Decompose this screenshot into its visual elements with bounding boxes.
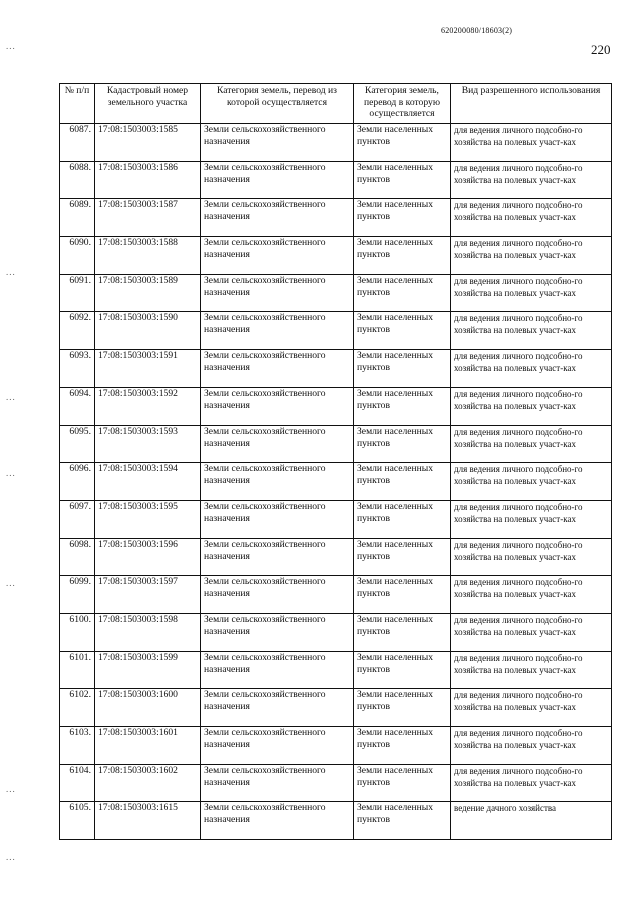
table-row: [60, 312, 612, 350]
land-category-from: Земли сельскохозяйственного назначения: [201, 350, 354, 388]
cadastral-number: 17:08:1503003:1590: [95, 312, 201, 350]
column-header-to-category: Категория земель, перевод в которую осуществляется: [354, 84, 451, 124]
margin-mark: ...: [6, 468, 16, 478]
land-category-from: Земли сельскохозяйственного назначения: [201, 727, 354, 765]
cadastral-number: 17:08:1503003:1592: [95, 387, 201, 425]
table-row: [60, 425, 612, 463]
permitted-use: для ведения личного подсобно-го хозяйства на полевых участ-ках: [451, 124, 612, 162]
cadastral-number: 17:08:1503003:1587: [95, 199, 201, 237]
cadastral-number: 17:08:1503003:1599: [95, 651, 201, 689]
land-category-to: Земли населенных пунктов: [354, 651, 451, 689]
doc-code: 620200080/18603(2): [441, 26, 513, 35]
land-category-from: Земли сельскохозяйственного назначения: [201, 764, 354, 802]
land-category-from: Земли сельскохозяйственного назначения: [201, 613, 354, 651]
cadastral-number: 17:08:1503003:1598: [95, 613, 201, 651]
permitted-use: для ведения личного подсобно-го хозяйства на полевых участ-ках: [451, 350, 612, 388]
row-number: 6091.: [60, 274, 95, 312]
land-category-to: Земли населенных пунктов: [354, 161, 451, 199]
land-category-from: Земли сельскохозяйственного назначения: [201, 651, 354, 689]
land-category-to: Земли населенных пунктов: [354, 124, 451, 162]
cadastral-number: 17:08:1503003:1588: [95, 237, 201, 275]
permitted-use: для ведения личного подсобно-го хозяйства на полевых участ-ках: [451, 237, 612, 275]
table-row: [60, 576, 612, 614]
cadastral-number: 17:08:1503003:1589: [95, 274, 201, 312]
land-category-from: Земли сельскохозяйственного назначения: [201, 124, 354, 162]
row-number: 6102.: [60, 689, 95, 727]
land-category-to: Земли населенных пунктов: [354, 312, 451, 350]
margin-mark: ...: [6, 267, 16, 277]
land-category-from: Земли сельскохозяйственного назначения: [201, 689, 354, 727]
table-row: [60, 161, 612, 199]
permitted-use: для ведения личного подсобно-го хозяйства на полевых участ-ках: [451, 312, 612, 350]
land-category-to: Земли населенных пунктов: [354, 538, 451, 576]
margin-mark: ...: [6, 578, 16, 588]
table-row: [60, 500, 612, 538]
column-header-from-category: Категория земель, перевод из которой осуществляется: [201, 84, 354, 124]
land-category-to: Земли населенных пунктов: [354, 425, 451, 463]
table-row: [60, 274, 612, 312]
land-category-to: Земли населенных пунктов: [354, 613, 451, 651]
land-category-from: Земли сельскохозяйственного назначения: [201, 199, 354, 237]
land-category-from: Земли сельскохозяйственного назначения: [201, 274, 354, 312]
table-row: [60, 350, 612, 388]
permitted-use: для ведения личного подсобно-го хозяйства на полевых участ-ках: [451, 576, 612, 614]
row-number: 6090.: [60, 237, 95, 275]
land-category-from: Земли сельскохозяйственного назначения: [201, 802, 354, 840]
cadastral-number: 17:08:1503003:1586: [95, 161, 201, 199]
permitted-use: для ведения личного подсобно-го хозяйства на полевых участ-ках: [451, 425, 612, 463]
permitted-use: для ведения личного подсобно-го хозяйства на полевых участ-ках: [451, 727, 612, 765]
permitted-use: для ведения личного подсобно-го хозяйства на полевых участ-ках: [451, 463, 612, 501]
margin-mark: ...: [6, 392, 16, 402]
land-category-to: Земли населенных пунктов: [354, 802, 451, 840]
cadastral-number: 17:08:1503003:1601: [95, 727, 201, 765]
land-category-from: Земли сельскохозяйственного назначения: [201, 576, 354, 614]
land-category-from: Земли сельскохозяйственного назначения: [201, 500, 354, 538]
permitted-use: для ведения личного подсобно-го хозяйства на полевых участ-ках: [451, 689, 612, 727]
column-header-cadastral: Кадастровый номер земельного участка: [95, 84, 201, 124]
table-row: [60, 463, 612, 501]
table-row: [60, 538, 612, 576]
land-register-table: [59, 83, 612, 840]
permitted-use: для ведения личного подсобно-го хозяйства на полевых участ-ках: [451, 764, 612, 802]
column-header-number: № п/п: [60, 84, 95, 124]
land-category-to: Земли населенных пунктов: [354, 199, 451, 237]
row-number: 6092.: [60, 312, 95, 350]
permitted-use: ведение дачного хозяйства: [451, 802, 612, 840]
table-row: [60, 613, 612, 651]
table-row: [60, 387, 612, 425]
table-header-row: [60, 84, 612, 124]
permitted-use: для ведения личного подсобно-го хозяйства на полевых участ-ках: [451, 199, 612, 237]
margin-mark: ...: [6, 41, 16, 51]
land-category-from: Земли сельскохозяйственного назначения: [201, 425, 354, 463]
land-category-from: Земли сельскохозяйственного назначения: [201, 161, 354, 199]
table-row: [60, 199, 612, 237]
land-category-from: Земли сельскохозяйственного назначения: [201, 237, 354, 275]
row-number: 6105.: [60, 802, 95, 840]
row-number: 6097.: [60, 500, 95, 538]
margin-mark: ...: [6, 784, 16, 794]
row-number: 6098.: [60, 538, 95, 576]
land-category-to: Земли населенных пунктов: [354, 463, 451, 501]
cadastral-number: 17:08:1503003:1591: [95, 350, 201, 388]
land-category-to: Земли населенных пунктов: [354, 387, 451, 425]
page-number: 220: [591, 42, 611, 57]
table-row: [60, 651, 612, 689]
row-number: 6099.: [60, 576, 95, 614]
cadastral-number: 17:08:1503003:1597: [95, 576, 201, 614]
table-row: [60, 124, 612, 162]
row-number: 6093.: [60, 350, 95, 388]
permitted-use: для ведения личного подсобно-го хозяйства на полевых участ-ках: [451, 613, 612, 651]
land-category-to: Земли населенных пунктов: [354, 764, 451, 802]
permitted-use: для ведения личного подсобно-го хозяйства на полевых участ-ках: [451, 387, 612, 425]
table-row: [60, 727, 612, 765]
permitted-use: для ведения личного подсобно-го хозяйства на полевых участ-ках: [451, 538, 612, 576]
land-category-to: Земли населенных пунктов: [354, 727, 451, 765]
land-category-from: Земли сельскохозяйственного назначения: [201, 312, 354, 350]
cadastral-number: 17:08:1503003:1615: [95, 802, 201, 840]
land-category-to: Земли населенных пунктов: [354, 350, 451, 388]
cadastral-number: 17:08:1503003:1600: [95, 689, 201, 727]
land-category-from: Земли сельскохозяйственного назначения: [201, 538, 354, 576]
row-number: 6096.: [60, 463, 95, 501]
table-row: [60, 802, 612, 840]
row-number: 6095.: [60, 425, 95, 463]
cadastral-number: 17:08:1503003:1585: [95, 124, 201, 162]
permitted-use: для ведения личного подсобно-го хозяйства на полевых участ-ках: [451, 161, 612, 199]
land-category-from: Земли сельскохозяйственного назначения: [201, 463, 354, 501]
cadastral-number: 17:08:1503003:1596: [95, 538, 201, 576]
cadastral-number: 17:08:1503003:1602: [95, 764, 201, 802]
row-number: 6103.: [60, 727, 95, 765]
cadastral-number: 17:08:1503003:1595: [95, 500, 201, 538]
margin-mark: ...: [6, 852, 16, 862]
cadastral-number: 17:08:1503003:1594: [95, 463, 201, 501]
table-row: [60, 764, 612, 802]
land-category-from: Земли сельскохозяйственного назначения: [201, 387, 354, 425]
row-number: 6094.: [60, 387, 95, 425]
land-category-to: Земли населенных пунктов: [354, 274, 451, 312]
row-number: 6089.: [60, 199, 95, 237]
row-number: 6104.: [60, 764, 95, 802]
permitted-use: для ведения личного подсобно-го хозяйства на полевых участ-ках: [451, 500, 612, 538]
table-row: [60, 689, 612, 727]
land-category-to: Земли населенных пунктов: [354, 237, 451, 275]
permitted-use: для ведения личного подсобно-го хозяйства на полевых участ-ках: [451, 651, 612, 689]
table-row: [60, 237, 612, 275]
row-number: 6088.: [60, 161, 95, 199]
permitted-use: для ведения личного подсобно-го хозяйства на полевых участ-ках: [451, 274, 612, 312]
land-category-to: Земли населенных пунктов: [354, 500, 451, 538]
land-category-to: Земли населенных пунктов: [354, 689, 451, 727]
cadastral-number: 17:08:1503003:1593: [95, 425, 201, 463]
row-number: 6101.: [60, 651, 95, 689]
row-number: 6087.: [60, 124, 95, 162]
column-header-permitted-use: Вид разрешенного использования: [451, 84, 612, 124]
row-number: 6100.: [60, 613, 95, 651]
land-category-to: Земли населенных пунктов: [354, 576, 451, 614]
